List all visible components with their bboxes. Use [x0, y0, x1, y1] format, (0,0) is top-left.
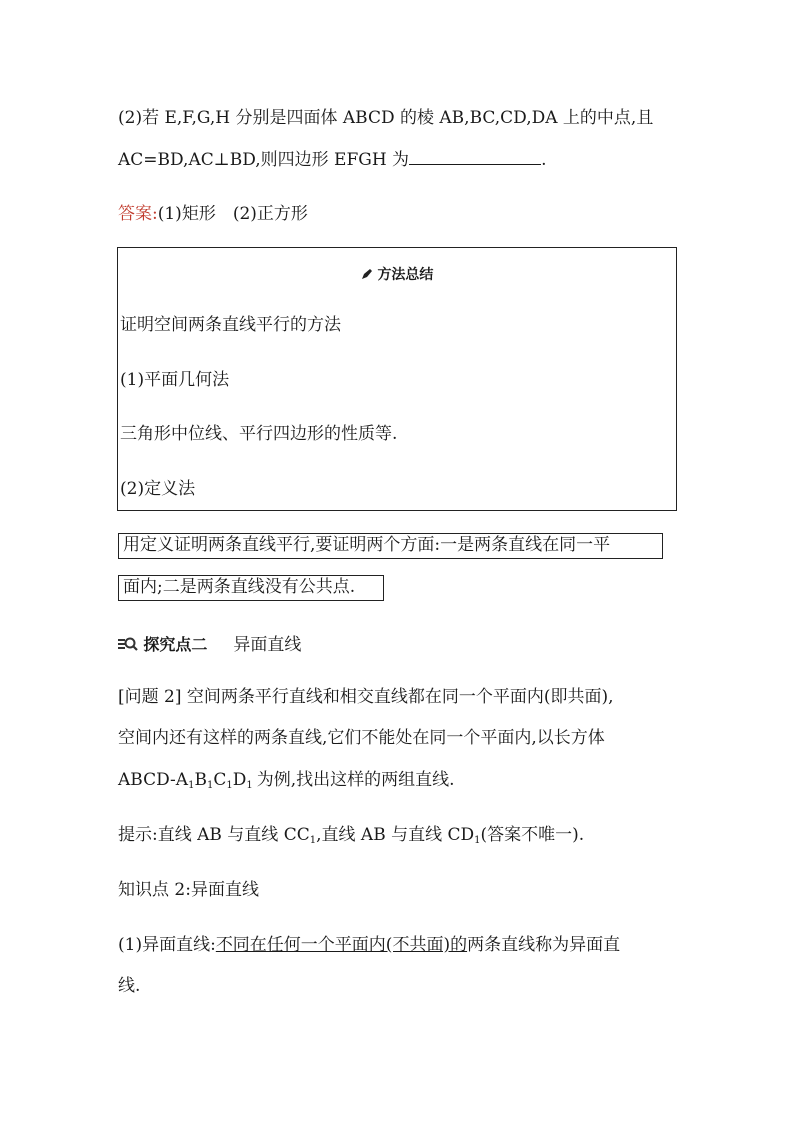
q2-text-e: 为例,找出这样的两组直线. [256, 770, 455, 790]
q2-line2-prefix: AC=BD,AC⊥BD,则四边形 EFGH 为 [118, 150, 410, 170]
subscript: 1 [474, 835, 481, 846]
hint-text-a: 提示:直线 AB 与直线 CC [118, 825, 310, 845]
def-suffix: 两条直线称为异面直 [467, 935, 621, 955]
answer-blank [409, 148, 541, 165]
answer-text: (1)矩形 (2)正方形 [157, 204, 308, 224]
subscript: 1 [246, 780, 253, 791]
method-summary-box [117, 247, 677, 511]
section-title: 异面直线 [233, 635, 302, 655]
subscript: 1 [206, 780, 214, 791]
question2-line3 [118, 769, 455, 797]
knowledge-def-line1 [118, 934, 620, 956]
answer-colon: : [152, 204, 158, 224]
q2-text-a: ABCD-A [118, 770, 189, 790]
method-line-3: 三角形中位线、平行四边形的性质等. [120, 424, 398, 444]
explore-icon [118, 635, 143, 655]
subscript: 1 [226, 780, 233, 791]
q2-line2-suffix: . [541, 150, 547, 170]
pen-icon [361, 267, 378, 283]
hint-line [118, 824, 584, 852]
method-summary-title [118, 264, 676, 284]
question2-line1: [问题 2] 空间两条平行直线和相交直线都在同一个平面内(即共面), [118, 687, 614, 707]
section-label: 探究点二 [143, 635, 208, 654]
subscript: 1 [309, 835, 317, 846]
method-line-2: (1)平面几何法 [120, 370, 230, 390]
section-heading [118, 630, 301, 655]
def-prefix: (1)异面直线: [118, 935, 216, 955]
method-summary-title-text: 方法总结 [377, 267, 434, 283]
framed-text-line1: 用定义证明两条直线平行,要证明两个方面:一是两条直线在同一平 [118, 533, 663, 559]
q2-line1: (2)若 E,F,G,H 分别是四面体 ABCD 的棱 AB,BC,CD,DA 上的中点,且 [118, 108, 654, 128]
knowledge-title: 知识点 2:异面直线 [118, 880, 259, 900]
framed-text-line2: 面内;二是两条直线没有公共点. [118, 575, 384, 601]
def-underlined: 不同在任何一个平面内(不共面)的 [215, 935, 468, 955]
subscript: 1 [188, 780, 195, 791]
answer-label: 答案 [118, 204, 152, 224]
hint-text-c: (答案不唯一). [480, 825, 585, 845]
method-line-4: (2)定义法 [120, 479, 196, 499]
knowledge-def-line2: 线. [118, 976, 141, 996]
answer-line [118, 203, 308, 225]
q2-text-b: B [194, 770, 207, 790]
question2-line2: 空间内还有这样的两条直线,它们不能处在同一个平面内,以长方体 [118, 728, 605, 748]
q2-line2 [118, 148, 546, 171]
hint-text-b: ,直线 AB 与直线 CD [316, 825, 475, 845]
q2-text-c: C [213, 770, 227, 790]
method-line-1: 证明空间两条直线平行的方法 [120, 315, 341, 335]
q2-text-d: D [232, 770, 247, 790]
